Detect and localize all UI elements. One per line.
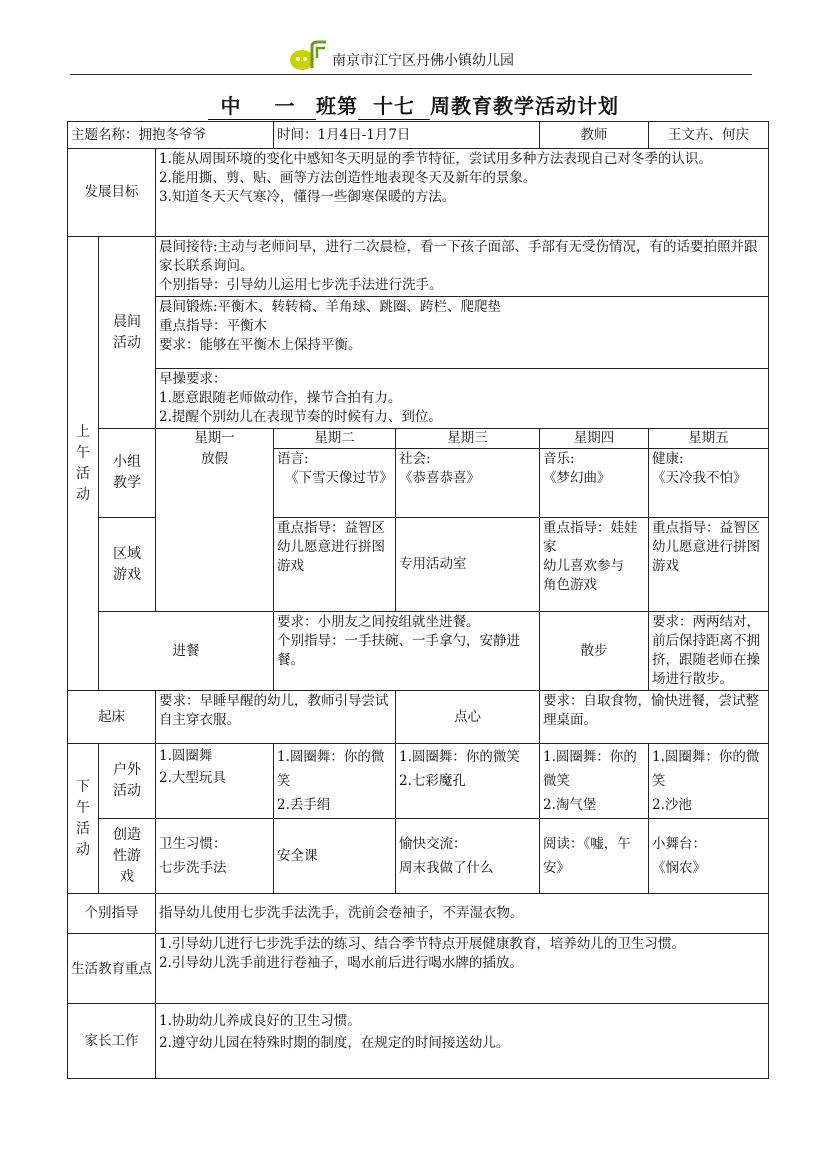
goals-label: 发展目标	[68, 149, 156, 237]
area-wed: 专用活动室	[396, 518, 540, 612]
weekday-wed: 星期三	[396, 429, 540, 449]
morning-drill-row	[68, 369, 769, 429]
group-label: 小组教学	[99, 429, 156, 518]
time-range: 时间：1月4日-1月7日	[274, 122, 540, 149]
life-education-row	[68, 934, 769, 1004]
weekday-header-row	[68, 429, 769, 449]
morning-exercise-row	[68, 297, 769, 369]
outdoor-thu: 1.圆圈舞：你的微笑 2.淘气堡	[540, 744, 649, 819]
creative-label: 创造性游戏	[99, 819, 156, 894]
wake-right: 要求：自取食物，愉快进餐，尝试整理桌面。	[540, 691, 769, 744]
meal-right: 要求：两两结对，前后保持距离不拥挤，跟随老师在操场进行散步。	[649, 612, 769, 691]
creative-fri: 小舞台： 《悯农》	[649, 819, 769, 894]
wake-label: 起床	[68, 691, 156, 744]
group-wed: 社会: 《恭喜恭喜》	[396, 449, 540, 518]
parents-content: 1.协助幼儿养成良好的卫生习惯。 2.遵守幼儿园在特殊时期的制度，在规定的时间接送幼儿。	[156, 1004, 769, 1079]
area-fri: 重点指导：益智区 幼儿愿意进行拼图游戏	[649, 518, 769, 612]
goals-row	[68, 149, 769, 237]
weekday-fri: 星期五	[649, 429, 769, 449]
life-label: 生活教育重点	[68, 934, 156, 1004]
meal-label: 进餐	[99, 612, 274, 691]
creative-thu: 阅读：《嘘，午安》	[540, 819, 649, 894]
outdoor-label: 户外活动	[99, 744, 156, 819]
page-title	[0, 90, 827, 120]
group-tue: 语言: 《下雪天像过节》	[274, 449, 396, 518]
school-name: 南京市江宁区丹佛小镇幼儿园	[332, 53, 514, 69]
afternoon-section-label: 下午活动	[68, 744, 99, 894]
area-tue: 重点指导：益智区 幼儿愿意进行拼图游戏	[274, 518, 396, 612]
info-row	[68, 122, 769, 149]
class-text: 班第	[316, 94, 358, 118]
page-header	[70, 42, 752, 76]
activity-plan-table	[67, 121, 769, 1079]
area-thu: 重点指导：娃娃家 幼儿喜欢参与 角色游戏	[540, 518, 649, 612]
outdoor-tue: 1.圆圈舞：你的微笑 2.丢手绢	[274, 744, 396, 819]
title-suffix: 周教育教学活动计划	[430, 94, 619, 118]
wake-row	[68, 691, 769, 744]
monday-holiday: 放假	[156, 449, 274, 612]
morning-reception-row	[68, 237, 769, 297]
life-content: 1.引导幼儿进行七步洗手法的练习、结合季节特点开展健康教育，培养幼儿的卫生习惯。 2.引导幼儿洗手前进行卷袖子，喝水前后进行喝水牌的插放。	[156, 934, 769, 1004]
class-number: 一	[254, 90, 316, 120]
area-label: 区域游戏	[99, 518, 156, 612]
weekday-mon: 星期一	[156, 429, 274, 449]
meal-row	[68, 612, 769, 691]
school-logo-icon	[288, 40, 328, 72]
morning-sub-label: 晨间活动	[99, 237, 156, 429]
individual-label: 个别指导	[68, 894, 156, 934]
creative-row	[68, 819, 769, 894]
teacher-label: 教师	[540, 122, 649, 149]
outdoor-wed: 1.圆圈舞：你的微笑 2.七彩魔孔	[396, 744, 540, 819]
teacher-names: 王文卉、何庆	[649, 122, 769, 149]
week-number: 十七	[358, 90, 430, 120]
individual-row	[68, 894, 769, 934]
theme-name: 主题名称：拥抱冬爷爷	[68, 122, 274, 149]
creative-tue: 安全课	[274, 819, 396, 894]
grade: 中	[208, 90, 254, 120]
parents-row	[68, 1004, 769, 1079]
goals-content	[156, 149, 769, 237]
meal-left: 要求：小朋友之间按组就坐进餐。 个别指导：一手扶碗、一手拿勺，安静进餐。	[274, 612, 540, 691]
header-divider	[70, 74, 752, 75]
goal-item: 1.能从周围环境的变化中感知冬天明显的季节特征，尝试用多种方法表现自己对冬季的认识。	[159, 151, 712, 167]
morning-drill: 早操要求： 1.愿意跟随老师做动作，操节合拍有力。 2.提醒个别幼儿在表现节奏的时候有力、到位。	[156, 369, 769, 429]
group-thu: 音乐: 《梦幻曲》	[540, 449, 649, 518]
outdoor-row	[68, 744, 769, 819]
wake-middle: 点心	[396, 691, 540, 744]
morning-exercise: 晨间锻炼:平衡木、转转椅、羊角球、跳圈、跨栏、爬爬垫 重点指导：平衡木 要求：能够在平衡木上保持平衡。	[156, 297, 769, 369]
outdoor-fri: 1.圆圈舞：你的微笑 2.沙池	[649, 744, 769, 819]
parents-label: 家长工作	[68, 1004, 156, 1079]
creative-mon: 卫生习惯： 七步洗手法	[156, 819, 274, 894]
group-teaching-row	[68, 449, 769, 518]
goal-item: 2.能用撕、剪、贴、画等方法创造性地表现冬天及新年的景象。	[159, 170, 537, 186]
weekday-tue: 星期二	[274, 429, 396, 449]
morning-reception: 晨间接待:主动与老师问早，进行二次晨检，看一下孩子面部、手部有无受伤情况，有的话要拍照并跟家长联系询问。 个别指导：引导幼儿运用七步洗手法进行洗手。	[156, 237, 769, 297]
creative-wed: 愉快交流： 周末我做了什么	[396, 819, 540, 894]
wake-left: 要求：早睡早醒的幼儿，教师引导尝试自主穿衣服。	[156, 691, 396, 744]
individual-text: 指导幼儿使用七步洗手法洗手，洗前会卷袖子，不弄湿衣物。	[156, 894, 769, 934]
morning-section-label: 上午活动	[68, 237, 99, 691]
meal-middle: 散步	[540, 612, 649, 691]
weekday-thu: 星期四	[540, 429, 649, 449]
group-fri: 健康: 《天冷我不怕》	[649, 449, 769, 518]
outdoor-mon: 1.圆圈舞 2.大型玩具	[156, 744, 274, 819]
goal-item: 3.知道冬天天气寒冷，懂得一些御寒保暖的方法。	[159, 189, 456, 205]
